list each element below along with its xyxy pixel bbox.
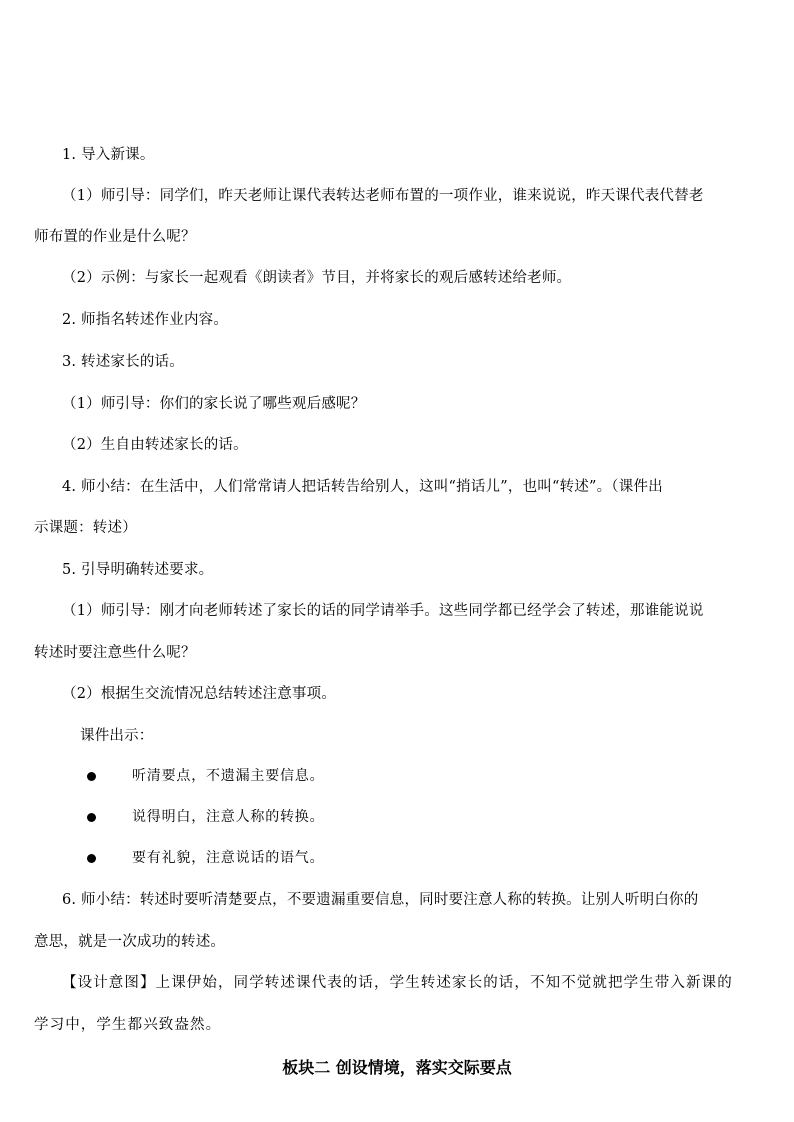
step-4-paragraph: 4. 师小结：在生活中，人们常常请人把话转告给别人，这叫“捎话儿”，也叫“转述”。（课件出: [62, 479, 663, 495]
bullet-dot-icon: [87, 854, 96, 863]
design-intent-paragraph-cont: 学习中，学生都兴致盎然。: [34, 1017, 222, 1033]
step-6-paragraph: 6. 师小结：转述时要听清楚要点，不要遗漏重要信息，同时要注意人称的转换。让别人听明白你的: [62, 892, 699, 908]
step-1-paragraph-2: （2）示例：与家长一起观看《朗读者》节目，并将家长的观后感转述给老师。: [62, 270, 572, 286]
step-3-paragraph-2: （2）生自由转述家长的话。: [62, 437, 248, 453]
bullet-dot-icon: [87, 772, 96, 781]
step-5-paragraph-2: （2）根据生交流情况总结转述注意事项。: [62, 686, 337, 702]
courseware-label: 课件出示：: [80, 728, 154, 744]
step-5-paragraph-1: （1）师引导：刚才向老师转述了家长的话的同学请举手。这些同学都已经学会了转述，那谁能说说: [62, 603, 704, 619]
step-5-paragraph-1-cont: 转述时要注意些什么呢？: [34, 645, 196, 661]
step-3-heading: 3. 转述家长的话。: [62, 354, 184, 370]
section-title: 板块二 创设情境，落实交际要点: [282, 1058, 512, 1077]
step-6-paragraph-cont: 意思，就是一次成功的转述。: [34, 934, 226, 950]
bullet-text: 要有礼貌，注意说话的语气。: [132, 850, 325, 866]
step-1-heading: 1. 导入新课。: [62, 147, 155, 163]
bullet-text: 说得明白，注意人称的转换。: [132, 809, 325, 825]
step-3-paragraph-1: （1）师引导：你们的家长说了哪些观后感呢？: [62, 396, 366, 412]
bullet-dot-icon: [87, 813, 96, 822]
step-1-paragraph-1-cont: 师布置的作业是什么呢？: [34, 229, 196, 245]
step-2-heading: 2. 师指名转述作业内容。: [62, 312, 229, 328]
step-5-heading: 5. 引导明确转述要求。: [62, 562, 214, 578]
step-4-paragraph-cont: 示课题：转述）: [34, 520, 137, 536]
step-1-paragraph-1: （1）师引导：同学们，昨天老师让课代表转达老师布置的一项作业，谁来说说，昨天课代表代替老: [62, 188, 704, 204]
bullet-text: 听清要点，不遗漏主要信息。: [132, 768, 325, 784]
design-intent-paragraph: 【设计意图】上课伊始，同学转述课代表的话，学生转述家长的话，不知不觉就把学生带入新课的: [62, 975, 733, 991]
